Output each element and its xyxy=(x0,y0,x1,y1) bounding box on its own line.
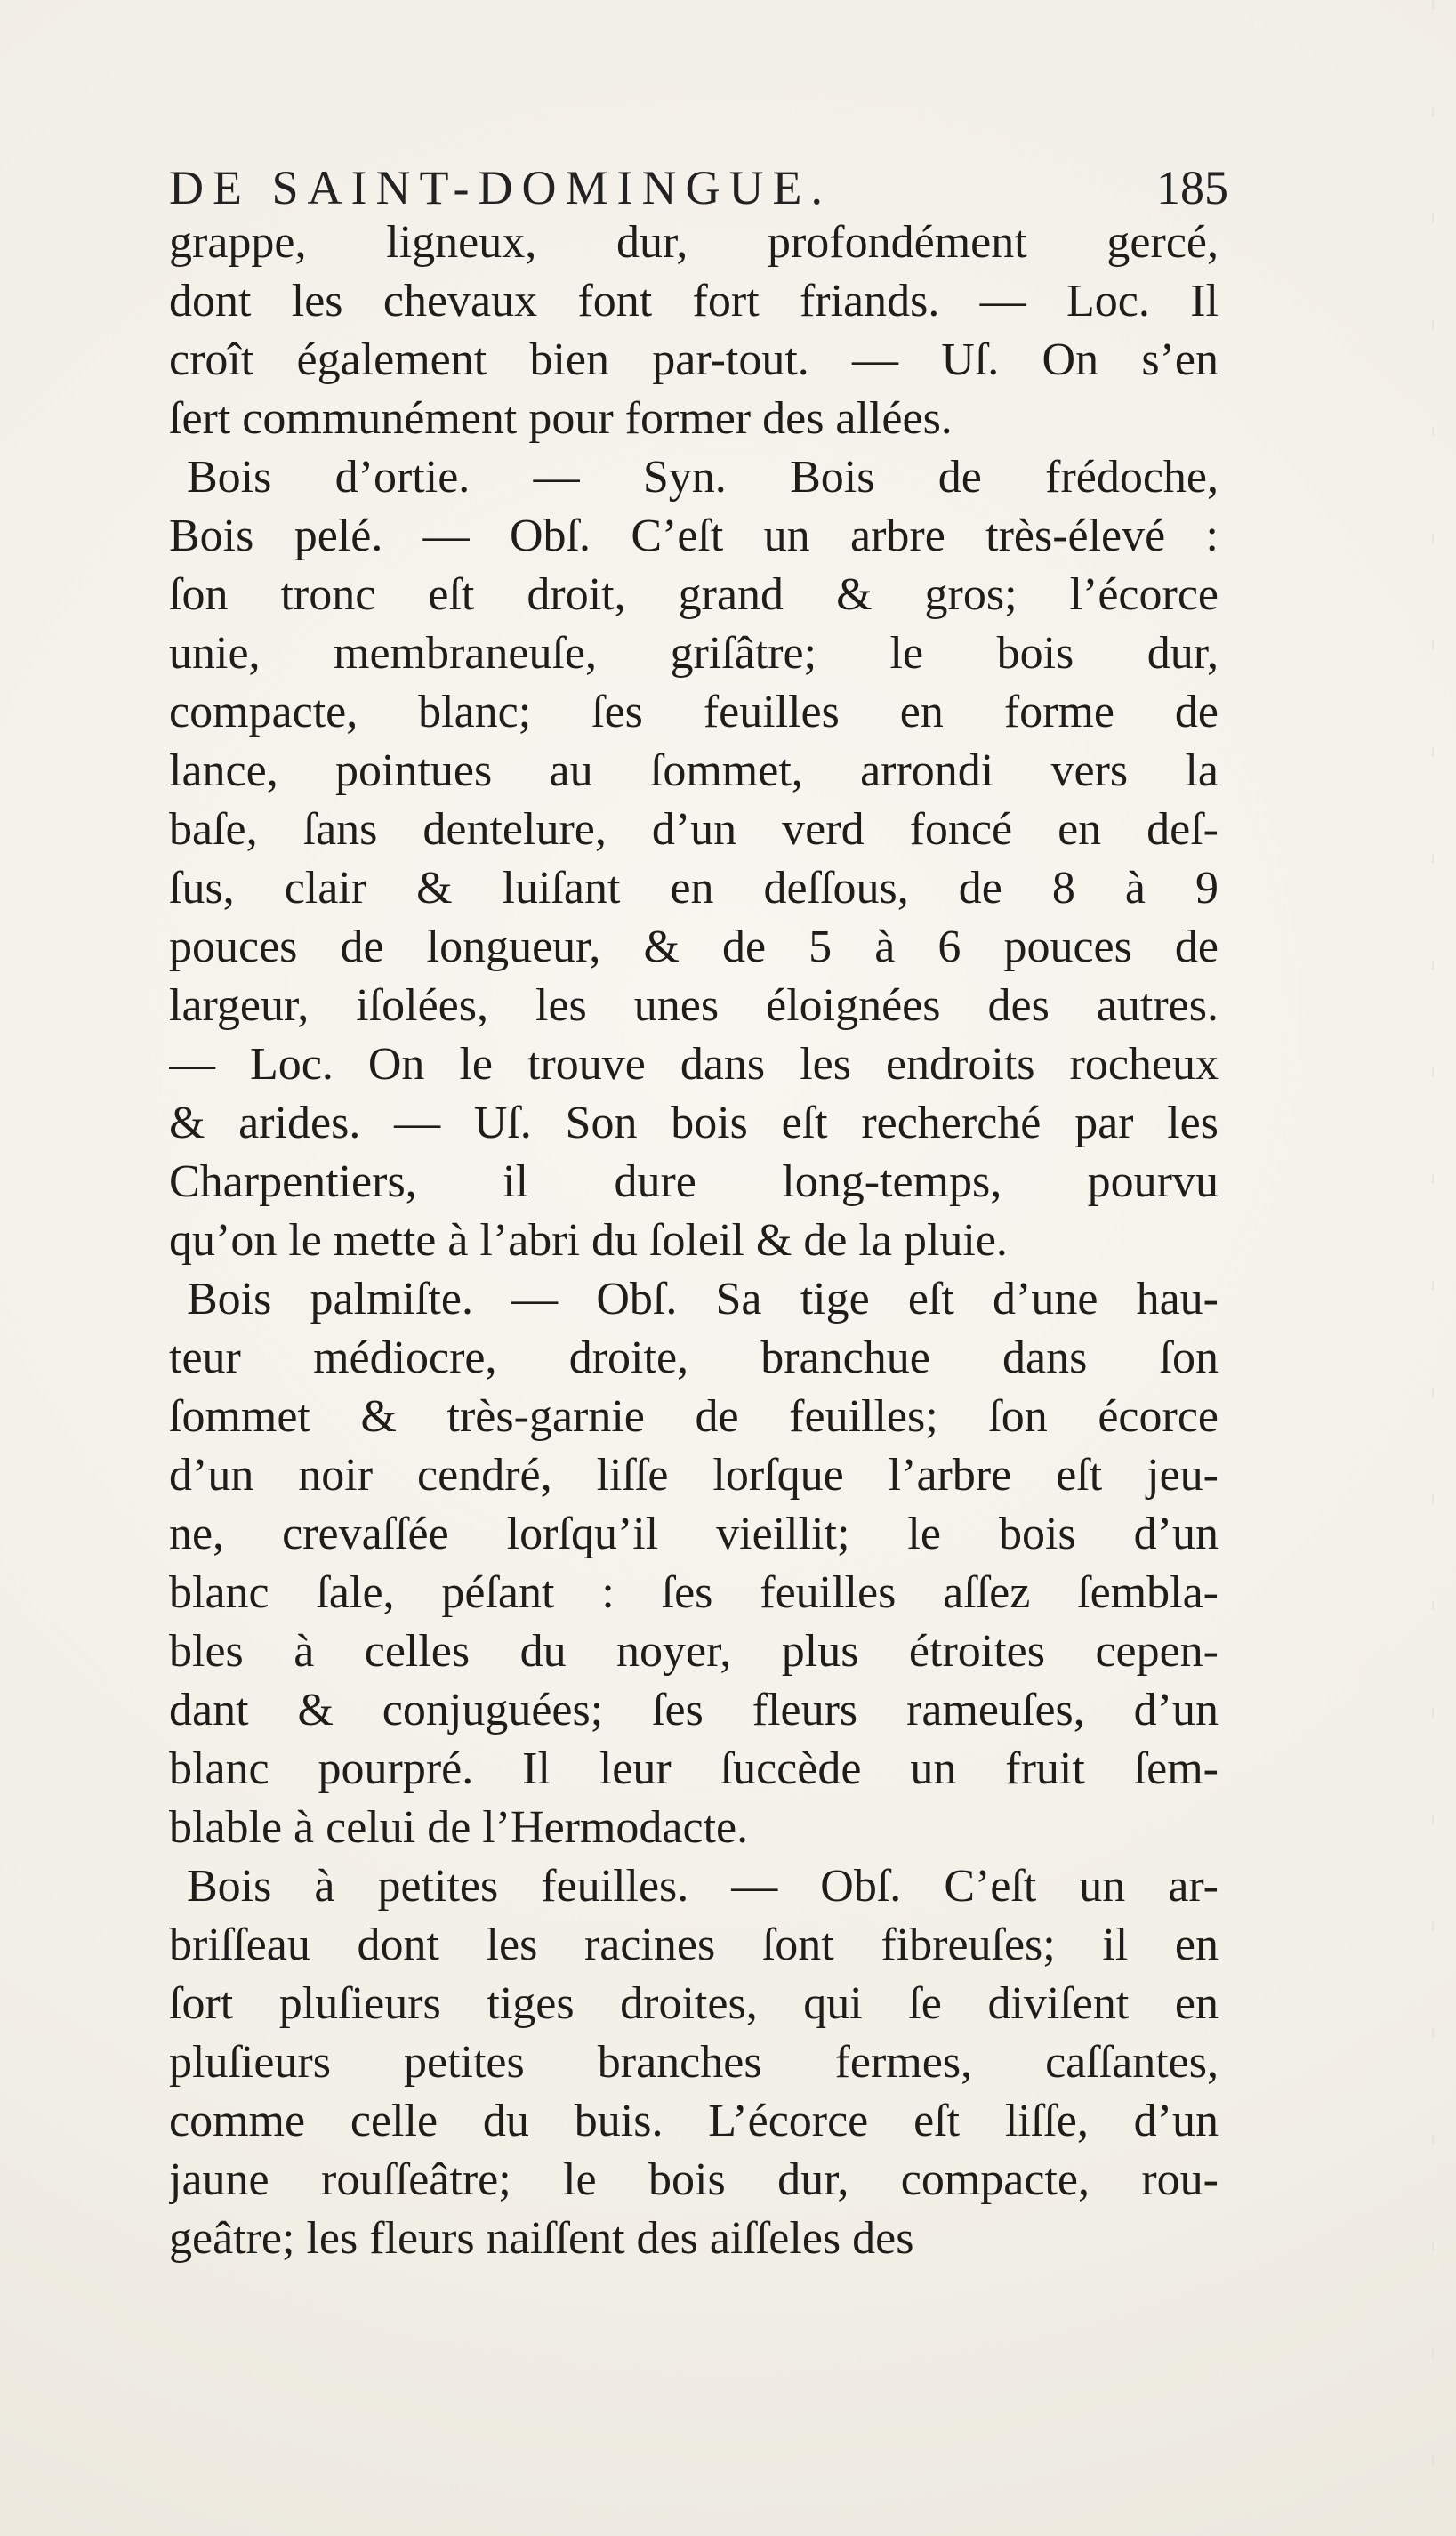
text-line: ne, crevaſſée lorſqu’il vieillit; le bois d’un xyxy=(169,1509,1219,1559)
text-line: dant & conjuguées; ſes fleurs rameuſes, d’un xyxy=(169,1685,1219,1735)
text-line: largeur, iſolées, les unes éloignées des autres. xyxy=(169,980,1219,1031)
text-line: unie, membraneuſe, griſâtre; le bois dur, xyxy=(169,628,1219,679)
entry-heading-line: Bois d’ortie. — Syn. Bois de frédoche, xyxy=(187,452,1219,503)
entry-heading-line: Bois à petites feuilles. — Obſ. C’eſt un ar- xyxy=(187,1861,1219,1912)
text-line: ſort pluſieurs tiges droites, qui ſe diviſent en xyxy=(169,1978,1219,2029)
text-line: blanc pourpré. Il leur ſuccède un fruit ſem- xyxy=(169,1743,1219,1794)
text-line: jaune rouſſeâtre; le bois dur, compacte, rou- xyxy=(169,2154,1219,2205)
body-text xyxy=(169,213,1219,2313)
page-number: 185 xyxy=(1156,161,1228,214)
text-line: d’un noir cendré, liſſe lorſque l’arbre eſt jeu- xyxy=(169,1450,1219,1501)
text-line: baſe, ſans dentelure, d’un verd foncé en deſ- xyxy=(169,804,1219,855)
text-line: geâtre; les fleurs naiſſent des aiſſeles des xyxy=(169,2213,914,2264)
text-line: compacte, blanc; ſes feuilles en forme de xyxy=(169,687,1219,737)
text-line: blanc ſale, péſant : ſes feuilles aſſez ſembla- xyxy=(169,1567,1219,1618)
text-line: croît également bien par-tout. — Uſ. On s’en xyxy=(169,334,1219,385)
entry-heading-line: Bois palmiſte. — Obſ. Sa tige eſt d’une hau- xyxy=(187,1274,1219,1324)
text-line: Charpentiers, il dure long-temps, pourvu xyxy=(169,1156,1219,1207)
text-line: bles à celles du noyer, plus étroites cepen- xyxy=(169,1626,1219,1677)
page-edge-texture xyxy=(1432,0,1434,2536)
text-line: — Loc. On le trouve dans les endroits rocheux xyxy=(169,1039,1219,1090)
text-line: Bois pelé. — Obſ. C’eſt un arbre très-élevé : xyxy=(169,511,1219,561)
text-line: qu’on le mette à l’abri du ſoleil & de la pluie. xyxy=(169,1215,1008,1266)
text-line: dont les chevaux font fort friands. — Loc. Il xyxy=(169,276,1219,326)
text-line: ſus, clair & luiſant en deſſous, de 8 à 9 xyxy=(169,863,1219,914)
text-line: pluſieurs petites branches fermes, caſſantes, xyxy=(169,2037,1219,2088)
text-line: grappe, ligneux, dur, profondément gercé, xyxy=(169,217,1219,268)
text-line: ſon tronc eſt droit, grand & gros; l’écorce xyxy=(169,569,1219,620)
text-line: briſſeau dont les racines ſont fibreuſes; il en xyxy=(169,1920,1219,1970)
text-line: comme celle du buis. L’écorce eſt liſſe, d’un xyxy=(169,2096,1219,2146)
text-line: teur médiocre, droite, branchue dans ſon xyxy=(169,1332,1219,1383)
text-line: blable à celui de l’Hermodacte. xyxy=(169,1802,749,1853)
text-line: pouces de longueur, & de 5 à 6 pouces de xyxy=(169,922,1219,972)
text-line: ſert communément pour former des allées. xyxy=(169,393,953,444)
text-line: & arides. — Uſ. Son bois eſt recherché par les xyxy=(169,1098,1219,1148)
running-header xyxy=(169,144,1234,215)
text-line: ſommet & très-garnie de feuilles; ſon écorce xyxy=(169,1391,1219,1442)
header-title: DE SAINT-DOMINGUE. xyxy=(169,161,832,214)
text-line: lance, pointues au ſommet, arrondi vers la xyxy=(169,745,1219,796)
